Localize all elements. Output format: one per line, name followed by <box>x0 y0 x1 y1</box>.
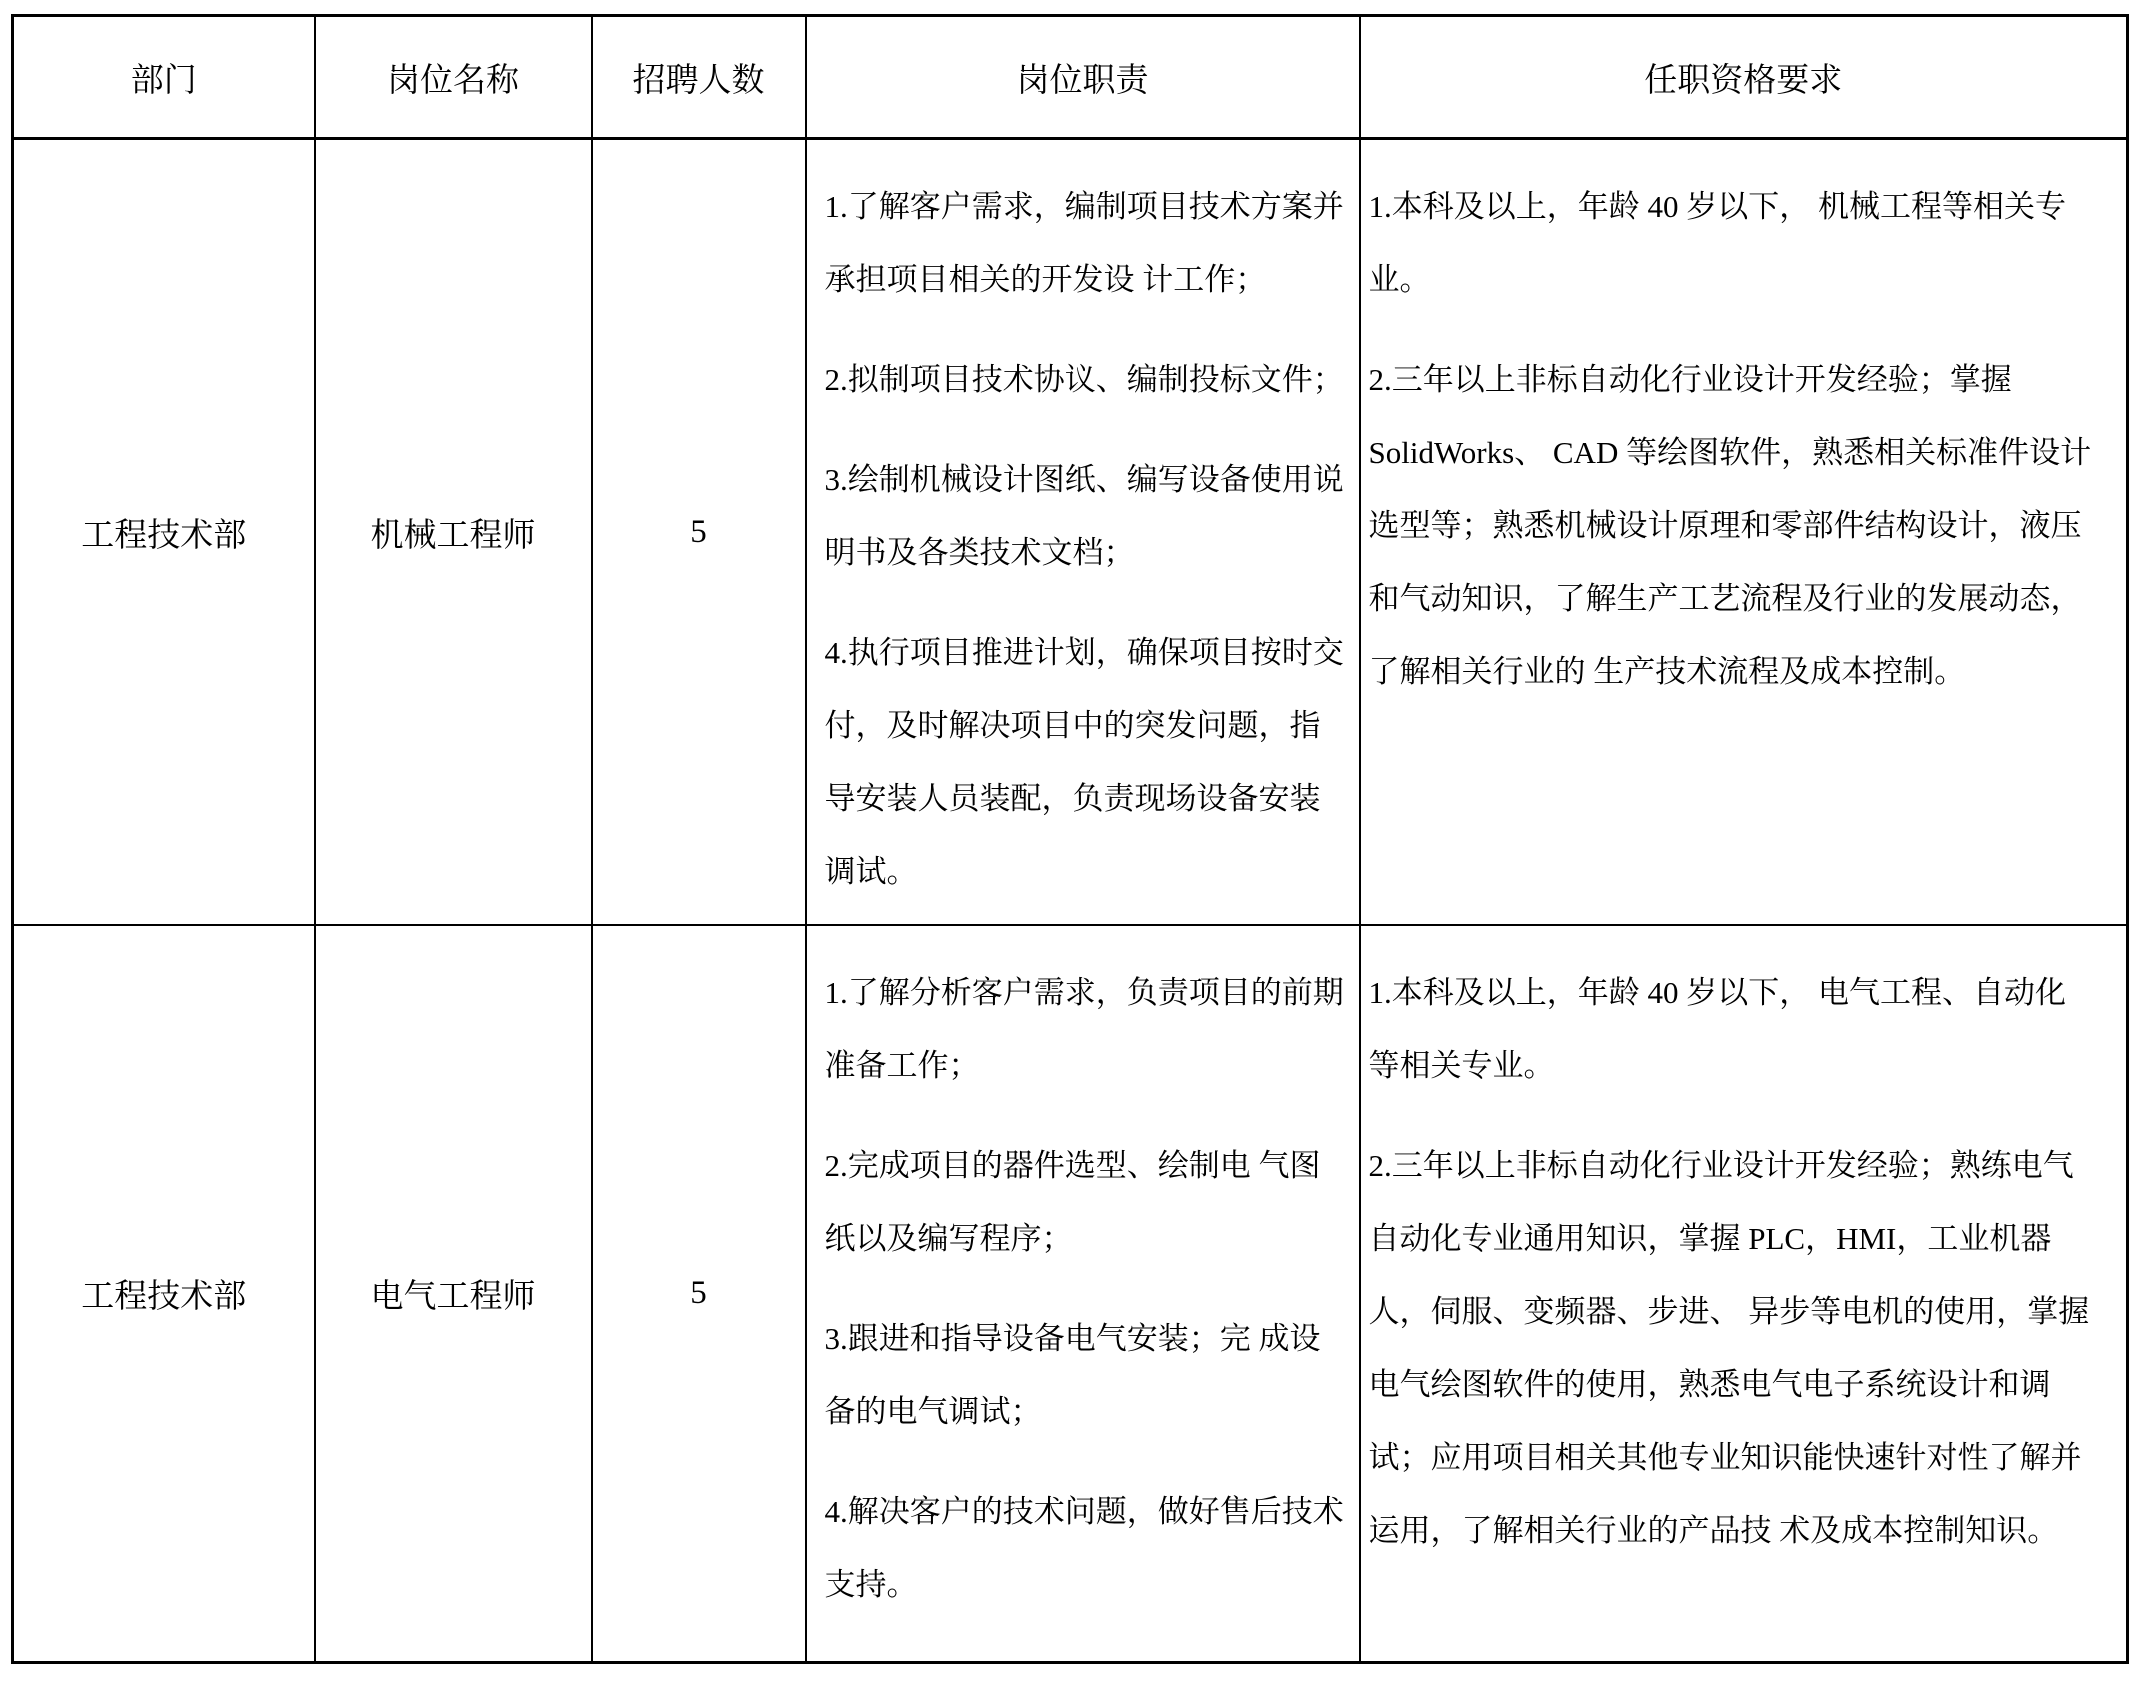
duty-item: 2.拟制项目技术协议、编制投标文件； <box>824 362 1344 397</box>
requirement-item: 2.三年以上非标自动化行业设计开发经验；掌握 SolidWorks、 CAD 等绘图软件，熟悉相关标准件设计选型等；熟悉机械设计原理和零部件结构设计，液压和气动知识，了解生产工艺流程及行业的发展动态，了解相关行业的 生产技术流程及成本控制。 <box>1368 362 2092 689</box>
requirement-item: 2.三年以上非标自动化行业设计开发经验；熟练电气自动化专业通用知识，掌握 PLC，HMI，工业机器人，伺服、变频器、步进、 异步等电机的使用，掌握电气绘图软件的使用，熟悉电气电子系统设计和调试；应用项目相关其他专业知识能快速针对性了解并运用，了解相关行业的产品技 术及成本控制知识。 <box>1368 1148 2090 1548</box>
position-cell: 机械工程师 <box>315 139 592 926</box>
job-row-mechanical-engineer <box>13 139 2128 926</box>
requirements-cell <box>1360 925 2128 1662</box>
header-cell-position: 岗位名称 <box>315 16 592 139</box>
requirements-cell <box>1360 139 2128 926</box>
header-cell-duties: 岗位职责 <box>806 16 1360 139</box>
header-cell-department: 部门 <box>13 16 315 139</box>
department-cell: 工程技术部 <box>13 139 315 926</box>
duty-item: 1.了解分析客户需求，负责项目的前期准备工作； <box>824 975 1344 1083</box>
headcount-cell: 5 <box>592 139 806 926</box>
duties-cell <box>806 925 1360 1662</box>
duty-item: 3.绘制机械设计图纸、编写设备使用说明书及各类技术文档； <box>824 462 1344 570</box>
header-row <box>13 16 2128 139</box>
duty-item: 1.了解客户需求，编制项目技术方案并承担项目相关的开发设 计工作； <box>824 189 1344 297</box>
duty-item: 3.跟进和指导设备电气安装；完 成设备的电气调试； <box>824 1321 1321 1429</box>
header-cell-headcount: 招聘人数 <box>592 16 806 139</box>
duty-item: 2.完成项目的器件选型、绘制电 气图纸以及编写程序； <box>824 1148 1321 1256</box>
duty-item: 4.解决客户的技术问题，做好售后技术支持。 <box>824 1494 1344 1602</box>
recruitment-table <box>11 14 2129 1664</box>
duty-item: 4.执行项目推进计划，确保项目按时交付，及时解决项目中的突发问题，指导安装人员装配，负责现场设备安装调试。 <box>824 635 1344 889</box>
requirement-item: 1.本科及以上，年龄 40 岁以下， 机械工程等相关专业。 <box>1368 189 2066 297</box>
requirement-item: 1.本科及以上，年龄 40 岁以下， 电气工程、自动化等相关专业。 <box>1368 975 2066 1083</box>
position-cell: 电气工程师 <box>315 925 592 1662</box>
header-cell-requirements: 任职资格要求 <box>1360 16 2128 139</box>
department-cell: 工程技术部 <box>13 925 315 1662</box>
headcount-cell: 5 <box>592 925 806 1662</box>
job-row-electrical-engineer <box>13 925 2128 1662</box>
duties-cell <box>806 139 1360 926</box>
